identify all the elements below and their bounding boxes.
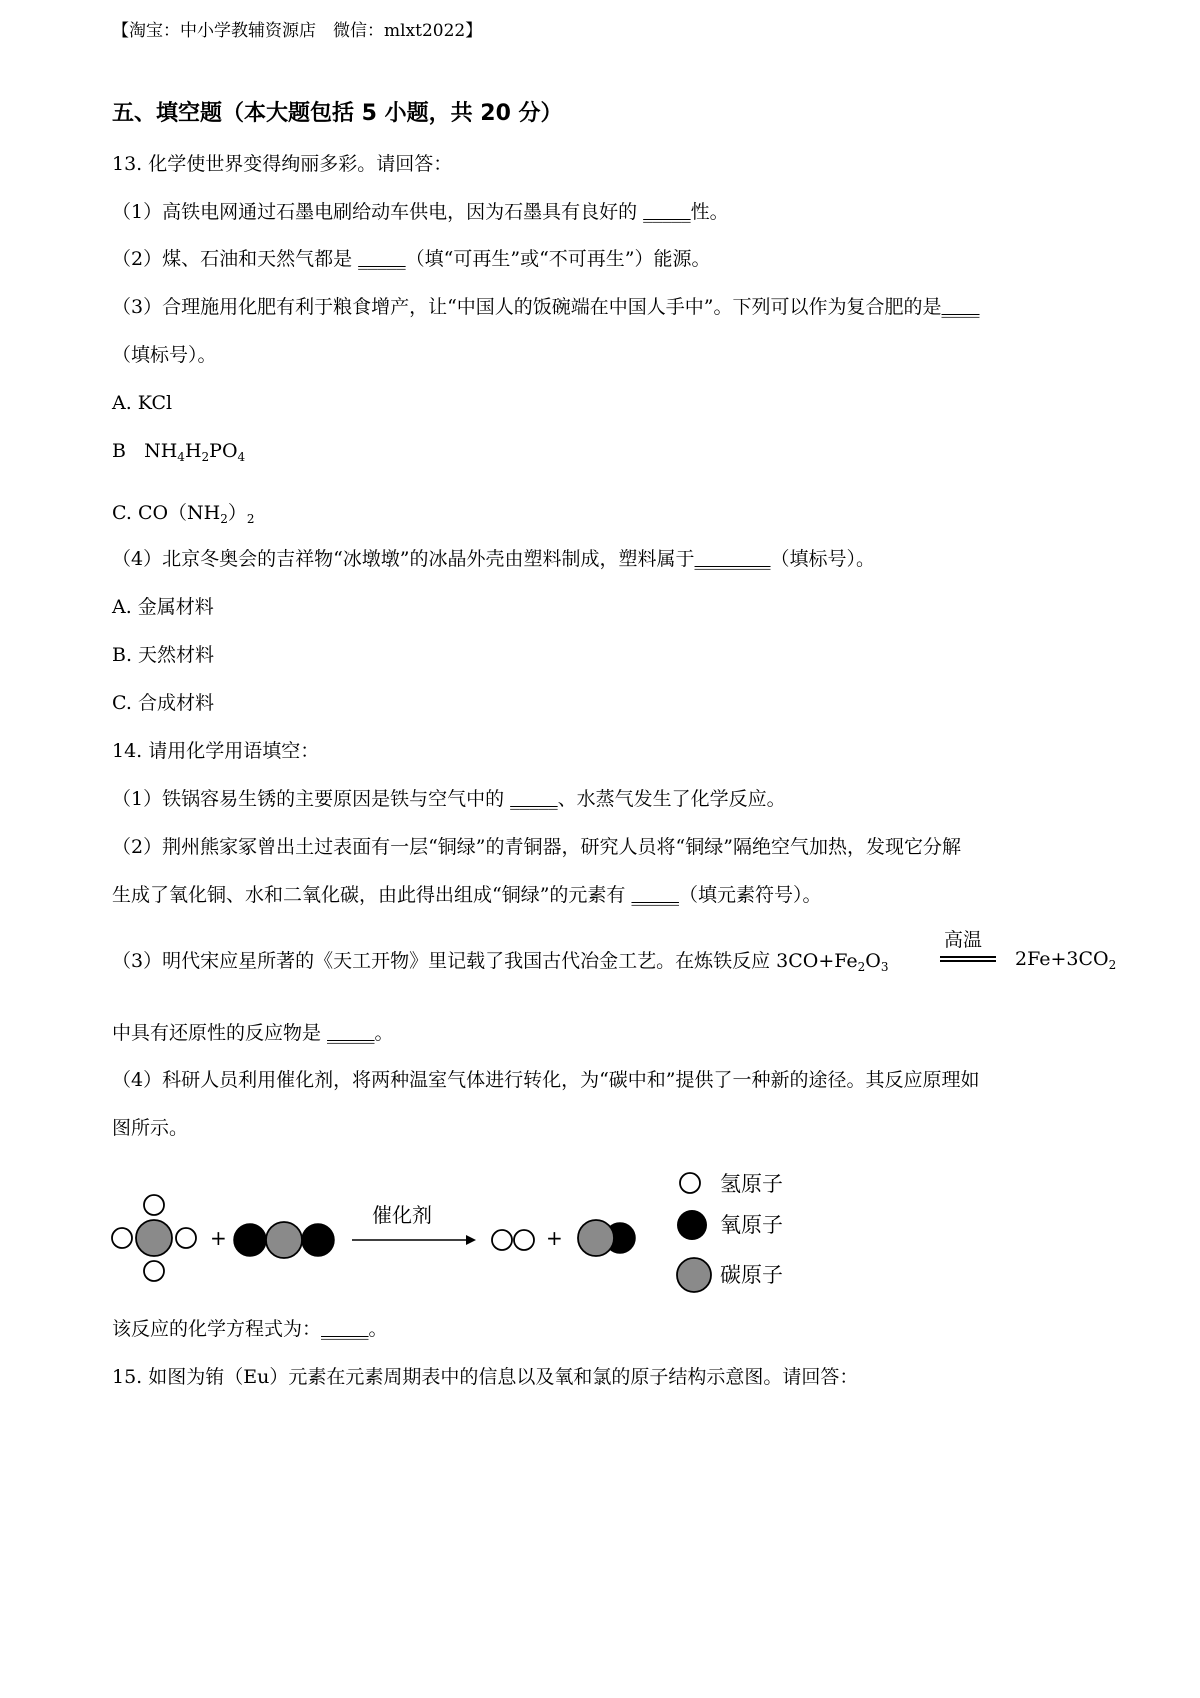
q15-stem: 15. 如图为铕（Eu）元素在元素周期表中的信息以及氧和氯的原子结构示意图。请回答： <box>112 1366 859 1388</box>
q13-part3-blank: ____ <box>941 296 980 318</box>
q13-part1-blank: _____ <box>643 201 691 223</box>
q13-option-c: C. $CO(NH_2)_2$ <box>112 502 255 526</box>
q13-part3-text: （3）合理施用化肥有利于粮食增产，让“中国人的饭碗端在中国人手中”。下列可以作为复合肥的是 <box>112 296 942 318</box>
q14-stem: 14. 请用化学用语填空： <box>112 740 320 762</box>
q14-part1-text: （1）铁锅容易生锈的主要原因是铁与空气中的 <box>112 788 511 810</box>
q13-part4-option-c: C. 合成材料 <box>112 692 214 714</box>
hydrogen-atom <box>514 1230 534 1250</box>
q13-part2-text: （2）煤、石油和天然气都是 <box>112 248 359 270</box>
q14-part3-fe2o3-o: O <box>865 950 881 972</box>
q13-option-b: B $NH_4H_2PO_4$ <box>112 440 246 464</box>
reaction-diagram <box>100 1160 820 1310</box>
q13-part4-blank: ________ <box>694 548 771 570</box>
q13-option-b-label: B <box>112 440 126 462</box>
q13-option-c-close: ） <box>227 502 247 524</box>
q13-stem: 13. 化学使世界变得绚丽多彩。请回答： <box>112 153 453 175</box>
q14-part2-text: 生成了氧化铜、水和二氧化碳，由此得出组成“铜绿”的元素有 <box>112 884 632 906</box>
q14-part4-equation-tail: 。 <box>368 1318 388 1340</box>
methane-molecule <box>112 1195 196 1281</box>
q14-part3-line2-text: 中具有还原性的反应物是 <box>112 1022 328 1044</box>
catalyst-label: 催化剂 <box>372 1203 432 1227</box>
legend-hydrogen-label: 氢原子 <box>720 1172 783 1196</box>
q14-part2-blank: _____ <box>631 884 679 906</box>
q13-part1-text: （1）高铁电网通过石墨电刷给动车供电，因为石墨具有良好的 <box>112 201 644 223</box>
q14-part4-line1: （4）科研人员利用催化剂，将两种温室气体进行转化，为“碳中和”提供了一种新的途径。其反应原理如 <box>112 1069 980 1091</box>
reaction-condition: 高温 <box>944 929 983 951</box>
header-watermark: 【淘宝：中小学教辅资源店 微信：mlxt2022】 <box>112 21 483 41</box>
q13-part3-line2: （填标号）。 <box>112 344 217 366</box>
carbon-atom <box>578 1220 614 1256</box>
q14-part3-blank: _____ <box>327 1022 375 1044</box>
legend-oxygen-label: 氧原子 <box>720 1213 783 1237</box>
oxygen-atom <box>234 1224 266 1256</box>
q13-part3 <box>112 294 980 320</box>
hydrogen-atom <box>492 1230 512 1250</box>
q14-part2-line1: （2）荆州熊家冢曾出土过表面有一层“铜绿”的青铜器，研究人员将“铜绿”隔绝空气加热，发现它分解 <box>112 836 961 858</box>
plus-sign-2: + <box>546 1226 563 1250</box>
q14-part4-equation <box>112 1316 388 1342</box>
reaction-equals-sign <box>940 956 996 962</box>
section-title: 五、填空题（本大题包括 5 小题，共 20 分） <box>112 101 563 126</box>
legend-carbon-label: 碳原子 <box>720 1263 783 1287</box>
q13-part4 <box>112 546 875 572</box>
reaction-arrowhead <box>466 1235 476 1245</box>
reaction-products-text: 2Fe+3CO <box>1015 948 1109 970</box>
plus-sign-1: + <box>210 1226 227 1250</box>
q14-part2-tail: （填元素符号）。 <box>678 884 822 906</box>
q13-part2-tail: （填“可再生”或“不可再生”）能源。 <box>405 248 711 270</box>
q13-part2 <box>112 246 711 272</box>
q14-part4-line2: 图所示。 <box>112 1117 189 1139</box>
legend-hydrogen-icon <box>680 1173 700 1193</box>
q14-part4-equation-text: 该反应的化学方程式为： <box>112 1318 322 1340</box>
q13-part1-tail: 性。 <box>690 201 729 223</box>
q14-part4-blank: _____ <box>321 1318 369 1340</box>
q13-part4-tail: （填标号）。 <box>770 548 876 570</box>
carbon-atom <box>266 1222 302 1258</box>
legend <box>677 1172 783 1292</box>
hydrogen-molecule <box>492 1230 534 1250</box>
q14-part3-text: （3）明代宋应星所著的《天工开物》里记载了我国古代冶金工艺。在炼铁反应 3CO+Fe <box>112 950 858 972</box>
q13-part2-blank: _____ <box>358 248 406 270</box>
q14-part1 <box>112 786 786 812</box>
q14-part3-line2-tail: 。 <box>374 1022 394 1044</box>
q13-part4-option-a: A. 金属材料 <box>112 596 214 618</box>
q13-option-c-text: C. CO（NH <box>112 502 221 524</box>
legend-carbon-icon <box>677 1258 711 1292</box>
carbon-dioxide-molecule <box>234 1222 334 1258</box>
q13-part4-text: （4）北京冬奥会的吉祥物“冰墩墩”的冰晶外壳由塑料制成，塑料属于 <box>112 548 695 570</box>
legend-oxygen-icon <box>677 1210 707 1240</box>
hydrogen-atom <box>112 1228 132 1248</box>
q14-part1-tail: 、水蒸气发生了化学反应。 <box>557 788 786 810</box>
carbon-atom <box>136 1220 172 1256</box>
reaction-products: $2Fe+3CO_2$ <box>1015 948 1117 972</box>
q13-part1 <box>112 199 729 225</box>
oxygen-atom <box>302 1224 334 1256</box>
q13-option-a: A. KCl <box>112 392 173 414</box>
hydrogen-atom <box>176 1228 196 1248</box>
hydrogen-atom <box>144 1195 164 1215</box>
carbon-monoxide-molecule <box>578 1220 635 1256</box>
q13-part4-option-b: B. 天然材料 <box>112 644 215 666</box>
q14-part1-blank: _____ <box>510 788 558 810</box>
q14-part2-line2 <box>112 882 821 908</box>
q14-part3-line1: （3）明代宋应星所著的《天工开物》里记载了我国古代冶金工艺。在炼铁反应 $3CO+Fe_2O_3$ <box>112 950 889 974</box>
q14-part3-line2 <box>112 1020 394 1046</box>
hydrogen-atom <box>144 1261 164 1281</box>
